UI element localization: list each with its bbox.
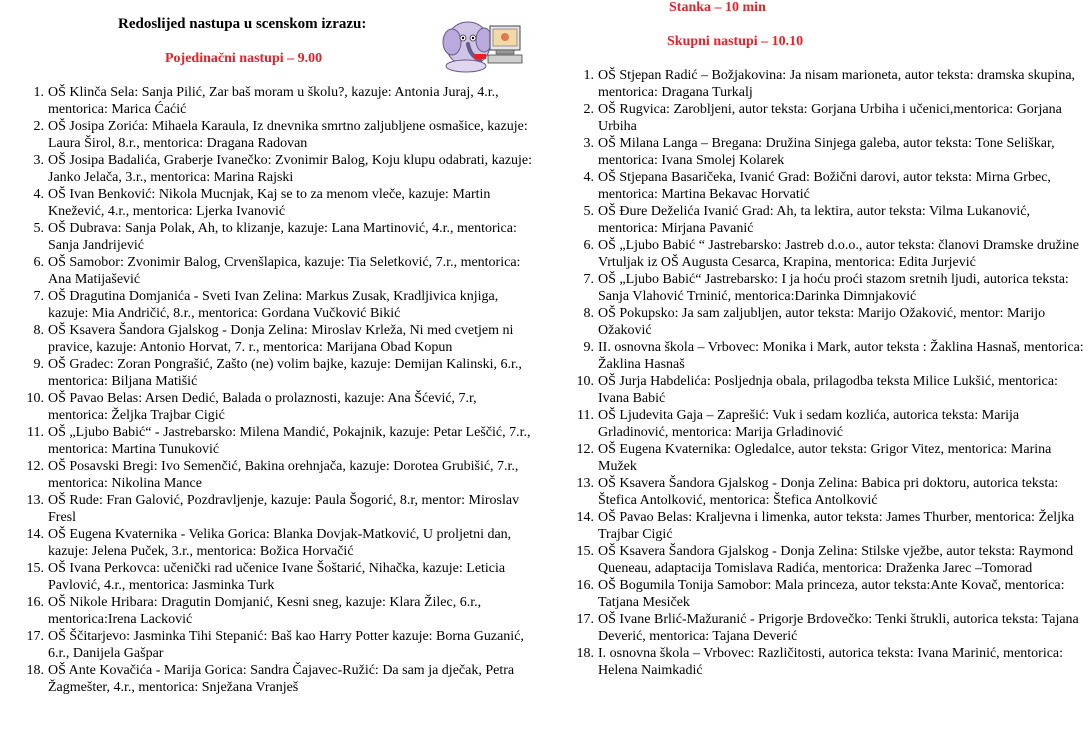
- list-item: [26, 390, 533, 424]
- list-item: [33, 254, 533, 288]
- item-number: 11.: [27, 425, 44, 440]
- item-text: OŠ Ivane Brlić-Mažuranić - Prigorje Brdovečko: Tenki štrukli, autorica teksta: Tajana Deverić, mentorica: Tajana Deverić: [598, 612, 1079, 644]
- item-text: OŠ Samobor: Zvonimir Balog, Crvenšlapica, kazuje: Tia Seletković, 7.r., mentorica: Ana Matijašević: [48, 255, 521, 287]
- elephant-computer-clipart-icon: [440, 14, 524, 74]
- list-item: [33, 322, 533, 356]
- item-text: OŠ Pokupsko: Ja sam zaljubljen, autor teksta: Marijo Ožaković, mentor: Marijo Ožaković: [598, 306, 1046, 338]
- item-number: 17.: [576, 612, 594, 627]
- item-text: OŠ „Ljubo Babić “ Jastrebarsko: Jastreb d.o.o., autor teksta: članovi Dramske družine Vrtuljak iz OŠ Augusta Cesarca, Krapina, mentorica: Edita Jurjević: [598, 238, 1079, 270]
- list-item: [33, 288, 533, 322]
- item-text: OŠ Nikole Hribara: Dragutin Domjanić, Kesni sneg, kazuje: Klara Žilec, 6.r., mentorica:Irena Lacković: [48, 595, 482, 627]
- item-number: 16.: [576, 578, 594, 593]
- item-text: OŠ Bogumila Tonija Samobor: Mala princeza, autor teksta:Ante Kovač, mentorica: Tatjana Mesiček: [598, 578, 1065, 610]
- item-text: OŠ Ivana Perkovca: učenički rad učenice Ivane Šoštarić, Nihačka, kazuje: Leticia Pavlović, 4.r., mentorica: Jasminka Turk: [48, 561, 506, 593]
- list-item: [583, 203, 1088, 237]
- item-text: OŠ Đure Deželića Ivanić Grad: Ah, ta lektira, autor teksta: Vilma Lukanović, mentorica: Mirjana Pavanić: [598, 204, 1030, 236]
- item-number: 15.: [576, 544, 594, 559]
- item-text: OŠ Jurja Habdelića: Posljednja obala, prilagodba teksta Milice Lukšić, mentorica: Ivana Babić: [598, 374, 1058, 406]
- item-number: 3.: [33, 153, 44, 168]
- list-item: [576, 611, 1088, 645]
- list-item: [33, 152, 533, 186]
- item-text: OŠ Josipa Zorića: Mihaela Karaula, Iz dnevnika smrtno zaljubljene osmašice, kazuje: Laura Širol, 8.r., mentorica: Dragana Radovan: [48, 119, 528, 151]
- item-number: 4.: [583, 170, 594, 185]
- list-item: [576, 441, 1088, 475]
- item-number: 4.: [33, 187, 44, 202]
- break-label: Stanka – 10 min: [669, 0, 766, 15]
- item-number: 9.: [33, 357, 44, 372]
- item-number: 12.: [26, 459, 44, 474]
- item-number: 17.: [26, 629, 44, 644]
- item-number: 14.: [576, 510, 594, 525]
- list-item: [583, 67, 1088, 101]
- list-item: [576, 373, 1088, 407]
- item-number: 9.: [583, 340, 594, 355]
- list-item: [583, 237, 1088, 271]
- list-item: [576, 577, 1088, 611]
- item-number: 8.: [583, 306, 594, 321]
- list-item: [576, 475, 1088, 509]
- item-number: 11.: [577, 408, 594, 423]
- item-text: OŠ Ljudevita Gaja – Zaprešić: Vuk i sedam kozlića, autorica teksta: Marija Grladinović, mentorica: Marija Grladinović: [598, 408, 1020, 440]
- item-text: OŠ „Ljubo Babić“ - Jastrebarsko: Milena Mandić, Pokajnik, kazuje: Petar Leščić, 7.r., mentorica: Martina Tunuković: [48, 425, 531, 457]
- item-number: 15.: [26, 561, 44, 576]
- item-text: OŠ Dubrava: Sanja Polak, Ah, to klizanje, kazuje: Lana Martinović, 4.r., mentorica: Sanja Jandrijević: [48, 221, 517, 253]
- item-text: OŠ Rugvica: Zarobljeni, autor teksta: Gorjana Urbiha i učenici,mentorica: Gorjana Urbiha: [598, 102, 1062, 134]
- list-item: [26, 594, 533, 628]
- item-text: OŠ Ksavera Šandora Gjalskog - Donja Zelina: Stilske vježbe, autor teksta: Raymond Queneau, adaptacija Tomislava Radića, mentorica: Draženka Jarec –Tomorad: [598, 544, 1074, 576]
- list-item: [576, 543, 1088, 577]
- item-text: OŠ Eugena Kvaternika - Velika Gorica: Blanka Dovjak-Matković, U proljetni dan, kazuje: Jelena Puček, 3.r., mentorica: Božica Horvačić: [48, 527, 512, 559]
- item-number: 7.: [33, 289, 44, 304]
- item-text: OŠ Ivan Benković: Nikola Mucnjak, Kaj se to za menom vleče, kazuje: Martin Knežević, 4.r., mentorica: Ljerka Ivanović: [48, 187, 491, 219]
- item-text: OŠ Pavao Belas: Kraljevna i limenka, autor teksta: James Thurber, mentorica: Željka Trajbar Cigić: [598, 510, 1075, 542]
- item-number: 10.: [26, 391, 44, 406]
- item-text: OŠ Josipa Badalića, Graberje Ivanečko: Zvonimir Balog, Koju klupu odabrati, kazuje: Janko Jelača, 3.r., mentorica: Marina Rajski: [48, 153, 533, 185]
- list-item: [26, 628, 533, 662]
- list-item: [33, 356, 533, 390]
- item-number: 10.: [576, 374, 594, 389]
- item-text: OŠ Rude: Fran Galović, Pozdravljenje, kazuje: Paula Šogorić, 8.r, mentor: Miroslav Fresl: [48, 493, 520, 525]
- item-number: 1.: [33, 85, 44, 100]
- document-title: Redoslijed nastupa u scenskom izrazu:: [118, 16, 367, 32]
- item-text: OŠ Ksavera Šandora Gjalskog - Donja Zelina: Miroslav Krleža, Ni med cvetjem ni pravice, kazuje: Antonio Horvat, 7. r., mentorica: Marijana Obad Kopun: [48, 323, 514, 355]
- item-number: 6.: [33, 255, 44, 270]
- list-item: [583, 169, 1088, 203]
- list-item: [577, 407, 1088, 441]
- item-number: 5.: [33, 221, 44, 236]
- item-number: 14.: [26, 527, 44, 542]
- item-text: OŠ Posavski Bregi: Ivo Semenčić, Bakina orehnjača, kazuje: Dorotea Grubišić, 7.r., mentorica: Nikolina Mance: [48, 459, 519, 491]
- item-number: 5.: [583, 204, 594, 219]
- item-number: 8.: [33, 323, 44, 338]
- group-performances-list: [576, 67, 1088, 679]
- list-item: [576, 645, 1088, 679]
- individual-section-heading: Pojedinačni nastupi – 9.00: [165, 51, 323, 66]
- group-section-heading: Skupni nastupi – 10.10: [667, 34, 804, 49]
- list-item: [583, 135, 1088, 169]
- item-number: 13.: [26, 493, 44, 508]
- list-item: [583, 305, 1088, 339]
- list-item: [33, 186, 533, 220]
- item-text: OŠ „Ljubo Babić“ Jastrebarsko: I ja hoću proći stazom sretnih ljudi, autorica teksta: Sanja Vlahović Trninić, mentorica:Darinka Dimnjaković: [598, 272, 1069, 304]
- list-item: [27, 424, 533, 458]
- item-number: 18.: [26, 663, 44, 678]
- item-text: OŠ Ksavera Šandora Gjalskog - Donja Zelina: Babica pri doktoru, autorica teksta: Štefica Antolković, mentorica: Štefica Antolković: [598, 476, 1059, 508]
- item-number: 1.: [583, 68, 594, 83]
- item-text: OŠ Gradec: Zoran Pongrašić, Zašto (ne) volim bajke, kazuje: Demijan Kalinski, 6.r., mentorica: Biljana Matišić: [48, 357, 522, 389]
- item-text: OŠ Stjepan Radić – Božjakovina: Ja nisam marioneta, autor teksta: dramska skupina, mentorica: Dragana Turkalj: [598, 68, 1076, 100]
- list-item: [583, 101, 1088, 135]
- item-text: OŠ Eugena Kvaternika: Ogledalce, autor teksta: Grigor Vitez, mentorica: Marina Mužek: [598, 442, 1052, 474]
- list-item: [26, 458, 533, 492]
- item-text: OŠ Stjepana Basaričeka, Ivanić Grad: Božični darovi, autor teksta: Mirna Grbec, mentorica: Martina Bekavac Horvatić: [598, 170, 1051, 202]
- list-item: [576, 509, 1088, 543]
- item-text: II. osnovna škola – Vrbovec: Monika i Mark, autor teksta : Žaklina Hasnaš, mentorica: Žaklina Hasnaš: [598, 340, 1084, 372]
- item-number: 2.: [583, 102, 594, 117]
- list-item: [26, 492, 533, 526]
- item-number: 18.: [576, 646, 594, 661]
- individual-performances-list: [26, 84, 533, 696]
- item-number: 16.: [26, 595, 44, 610]
- list-item: [583, 271, 1088, 305]
- item-number: 12.: [576, 442, 594, 457]
- item-number: 3.: [583, 136, 594, 151]
- list-item: [26, 662, 533, 696]
- item-text: OŠ Ščitarjevo: Jasminka Tihi Stepanić: Baš kao Harry Potter kazuje: Borna Guzanić, 6.r., Danijela Gašpar: [48, 629, 524, 661]
- list-item: [26, 560, 533, 594]
- item-text: OŠ Ante Kovačića - Marija Gorica: Sandra Čajavec-Ružić: Da sam ja dječak, Petra Žagmešter, 4.r., mentorica: Snježana Vranješ: [48, 663, 515, 695]
- item-text: I. osnovna škola – Vrbovec: Različitosti, autorica teksta: Ivana Marinić, mentorica: Helena Naimkadić: [598, 646, 1064, 678]
- item-number: 2.: [33, 119, 44, 134]
- list-item: [33, 118, 533, 152]
- item-text: OŠ Milana Langa – Bregana: Družina Sinjega galeba, autor teksta: Tone Seliškar, mentorica: Ivana Smolej Kolarek: [598, 136, 1055, 168]
- item-text: OŠ Pavao Belas: Arsen Dedić, Balada o prolaznosti, kazuje: Ana Šćević, 7.r, mentorica: Željka Trajbar Cigić: [48, 391, 477, 423]
- list-item: [583, 339, 1088, 373]
- item-text: OŠ Klinča Sela: Sanja Pilić, Zar baš moram u školu?, kazuje: Antonia Juraj, 4.r., mentorica: Marica Ćaćić: [48, 85, 499, 117]
- list-item: [26, 526, 533, 560]
- item-number: 7.: [583, 272, 594, 287]
- item-number: 13.: [576, 476, 594, 491]
- item-number: 6.: [583, 238, 594, 253]
- list-item: [33, 84, 533, 118]
- list-item: [33, 220, 533, 254]
- item-text: OŠ Dragutina Domjanića - Sveti Ivan Zelina: Markus Zusak, Kradljivica knjiga, kazuje: Mia Andričić, 8.r., mentorica: Gordana Vučković Bikić: [48, 289, 499, 321]
